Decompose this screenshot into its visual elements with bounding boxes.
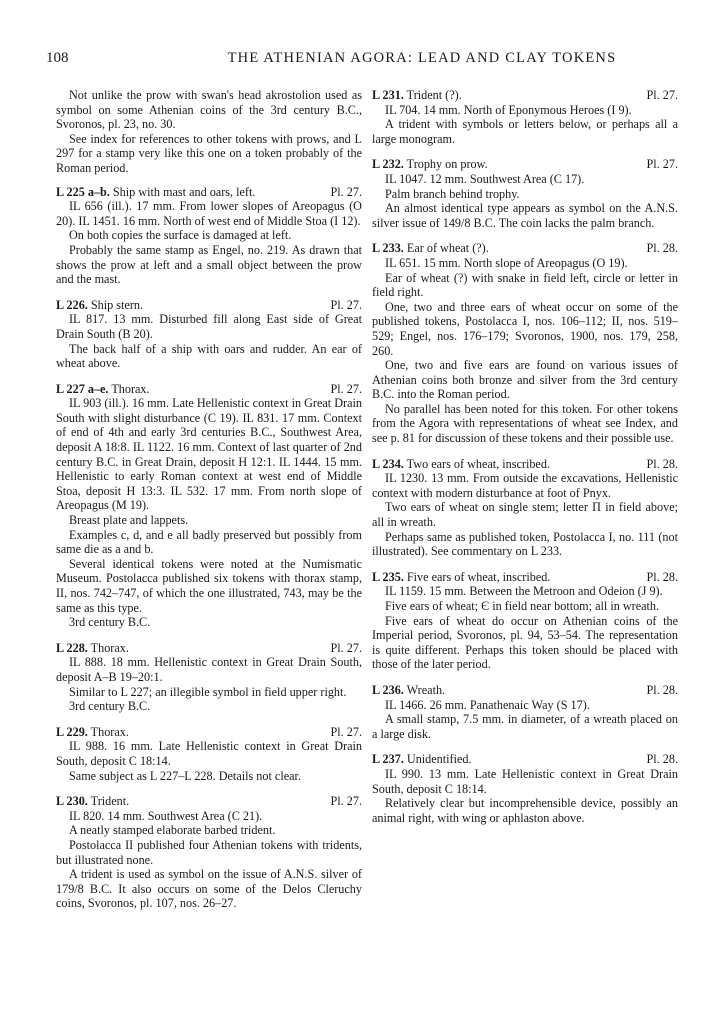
plate-reference: Pl. 28. xyxy=(646,682,678,697)
entry-paragraph: Similar to L 227; an illegible symbol in field upper right. xyxy=(69,684,347,699)
entry-heading xyxy=(56,641,362,656)
entry-title: Thorax. xyxy=(111,381,150,396)
entry-heading-text xyxy=(372,457,550,472)
entry-paragraph: No parallel has been noted for this token. For other tokens from the Agora with representations of wheat see Index, and see p. 81 for discussion of these tokens and their possible use. xyxy=(372,401,678,446)
entry-paragraph: IL 656 (ill.). 17 mm. From lower slopes of Areopagus (O 20). IL 1451. 16 mm. North of west end of Middle Stoa (I 12). xyxy=(56,199,362,228)
entry-paragraph: IL 903 (ill.). 16 mm. Late Hellenistic context in Great Drain South with slight disturbance (C 19). IL 831. 17 mm. Context of end of 4th and early 3rd centuries B.C., Southwest Area, deposit A 18:8. IL 1122. 16 mm. Context of last quarter of 2nd century B.C. in Great Drain, deposit H 12:1. IL 1444. 15 mm. Hellenistic to early Roman context at west end of Middle Stoa, deposit H 13:3. IL 532. 17 mm. From north slope of Areopagus (M 19). xyxy=(56,396,362,513)
entry-body xyxy=(372,767,678,825)
entry-heading-text xyxy=(372,570,550,585)
entry-heading-text xyxy=(372,88,462,103)
entry-paragraph: Five ears of wheat; Є in field near bottom; all in wreath. xyxy=(385,599,660,613)
right-entries xyxy=(372,88,678,825)
entry-label: L 230. xyxy=(56,794,88,809)
entry-paragraph: Probably the same stamp as Engel, no. 219. As drawn that shows the prow at left and a small object between the prow and the mast. xyxy=(56,242,362,287)
entry-paragraph: A small stamp, 7.5 mm. in diameter, of a wreath placed on a large disk. xyxy=(372,712,678,741)
entry-heading-text xyxy=(372,683,445,698)
entry-paragraph: IL 651. 15 mm. North slope of Areopagus (O 19). xyxy=(385,255,628,270)
entry-title: Ship with mast and oars, left. xyxy=(112,184,256,199)
entry-heading xyxy=(372,683,678,698)
entry-body xyxy=(56,199,362,287)
entry-title: Trident. xyxy=(90,794,130,809)
entry-heading-text xyxy=(56,641,129,656)
page-header xyxy=(46,50,686,72)
entry-title: Wreath. xyxy=(406,682,446,697)
entry-label: L 231. xyxy=(372,88,404,102)
entry-heading xyxy=(372,457,678,472)
entry-title: Ear of wheat (?). xyxy=(406,241,489,256)
entry-paragraph: Postolacca II published four Athenian tokens with tridents, but illustrated none. xyxy=(56,837,362,867)
catalog-entry xyxy=(372,752,678,825)
entry-label: L 232. xyxy=(372,157,404,172)
entry-title: Unidentified. xyxy=(406,752,472,767)
entry-body xyxy=(372,471,678,559)
entry-body xyxy=(372,172,678,230)
entry-paragraph: Ear of wheat (?) with snake in field left, circle or letter in field right. xyxy=(372,270,678,300)
plate-reference: Pl. 27. xyxy=(646,88,678,102)
entry-heading-text xyxy=(56,794,129,809)
entry-paragraph: IL 988. 16 mm. Late Hellenistic context in Great Drain South, deposit C 18:14. xyxy=(56,739,362,768)
entry-heading xyxy=(56,185,362,200)
entry-paragraph: IL 1159. 15 mm. Between the Metroon and Odeion (J 9). xyxy=(385,584,663,599)
entry-title: Thorax. xyxy=(90,724,129,739)
entry-paragraph: Palm branch behind trophy. xyxy=(385,186,520,201)
entry-body xyxy=(56,809,362,911)
entry-body xyxy=(56,739,362,783)
entry-paragraph: Perhaps same as published token, Postolacca I, no. 111 (not illustrated). See commentary on L 233. xyxy=(372,529,678,559)
catalog-entry xyxy=(56,641,362,714)
catalog-entry xyxy=(372,570,678,672)
entry-label: L 235. xyxy=(372,569,404,584)
entry-paragraph: IL 1230. 13 mm. From outside the excavations, Hellenistic context with modern disturbance at foot of Pnyx. xyxy=(372,471,678,500)
entry-heading-text xyxy=(56,382,150,397)
entry-label: L 233. xyxy=(372,241,404,256)
entry-title: Five ears of wheat, inscribed. xyxy=(406,569,551,584)
catalog-entry xyxy=(372,157,678,230)
entry-body xyxy=(372,256,678,446)
entry-heading xyxy=(56,298,362,313)
entry-paragraph: Same subject as L 227–L 228. Details not clear. xyxy=(69,768,301,783)
entry-paragraph: IL 820. 14 mm. Southwest Area (C 21). xyxy=(69,808,263,823)
entry-heading-text xyxy=(372,157,488,172)
entry-paragraph: Several identical tokens were noted at the Numismatic Museum. Postolacca published six tokens with thorax stamp, II, nos. 742–747, of which the one illustrated, 743, may be the same as this type. xyxy=(56,556,362,615)
entry-label: L 229. xyxy=(56,724,88,739)
entry-label: L 237. xyxy=(372,752,404,767)
plate-reference: Pl. 27. xyxy=(330,640,362,655)
plate-reference: Pl. 27. xyxy=(330,184,362,199)
entry-heading-text xyxy=(372,241,489,256)
entry-paragraph: A trident with symbols or letters below, or perhaps all a large monogram. xyxy=(372,117,678,146)
intro-paragraph: See index for references to other tokens with prows, and L 297 for a stamp very like this one on a token probably of the Roman period. xyxy=(56,131,362,175)
entry-paragraph: IL 990. 13 mm. Late Hellenistic context in Great Drain South, deposit C 18:14. xyxy=(372,766,678,796)
entry-paragraph: 3rd century B.C. xyxy=(69,699,151,714)
entry-label: L 225 a–b. xyxy=(56,184,110,199)
entry-label: L 236. xyxy=(372,682,404,697)
entry-paragraph: On both copies the surface is damaged at left. xyxy=(69,228,292,243)
entry-paragraph: An almost identical type appears as symbol on the A.N.S. silver issue of 149/8 B.C. The coin lacks the palm branch. xyxy=(372,201,678,230)
entry-heading xyxy=(372,570,678,585)
entry-paragraph: One, two and three ears of wheat occur on some of the published tokens, Postolacca I, nos. 106–112; II, nos. 519–529; Engel, nos. 176–179; Svoronos, 1900, nos. 179, 258, 260. xyxy=(372,299,678,358)
entry-heading xyxy=(372,157,678,172)
entry-label: L 228. xyxy=(56,640,88,655)
entry-paragraph: Two ears of wheat on single stem; letter Π in field above; all in wreath. xyxy=(372,500,678,530)
entry-heading-text xyxy=(56,185,255,200)
entry-title: Trident (?). xyxy=(406,88,462,102)
entry-paragraph: IL 704. 14 mm. North of Eponymous Heroes (I 9). xyxy=(385,102,632,117)
entry-heading-text xyxy=(56,298,143,313)
entry-heading xyxy=(372,88,678,103)
plate-reference: Pl. 27. xyxy=(646,157,678,172)
plate-reference: Pl. 27. xyxy=(330,794,362,809)
left-column xyxy=(56,88,362,911)
catalog-entry xyxy=(56,794,362,911)
entry-title: Thorax. xyxy=(90,640,129,655)
entry-paragraph: Five ears of wheat do occur on Athenian coins of the Imperial period, Svoronos, pl. 94, 53–54. The representation is quite different. Perhaps this token should be placed with those of the later period. xyxy=(372,613,678,672)
entry-title: Ship stern. xyxy=(90,297,144,312)
plate-reference: Pl. 28. xyxy=(646,569,678,584)
running-title: THE ATHENIAN AGORA: LEAD AND CLAY TOKENS xyxy=(227,50,617,66)
catalog-entry xyxy=(56,185,362,287)
intro-paragraph: Not unlike the prow with swan's head akrostolion used as symbol on some Athenian coins of the 3rd century B.C., Svoronos, pl. 23, no. 30. xyxy=(56,88,362,132)
entry-paragraph: Breast plate and lappets. xyxy=(69,513,189,528)
entry-body xyxy=(372,584,678,672)
entry-body xyxy=(372,103,678,147)
entry-paragraph: 3rd century B.C. xyxy=(69,615,151,630)
entry-label: L 234. xyxy=(372,456,404,471)
entry-body xyxy=(56,655,362,713)
catalog-entry xyxy=(372,241,678,445)
catalog-entry xyxy=(56,725,362,783)
entry-paragraph: IL 888. 18 mm. Hellenistic context in Great Drain South, deposit A–B 19–20:1. xyxy=(56,655,362,684)
entry-label: L 226. xyxy=(56,297,88,312)
entry-body xyxy=(56,312,362,370)
catalog-entry xyxy=(372,683,678,741)
entry-paragraph: Examples c, d, and e all badly preserved but possibly from same die as a and b. xyxy=(56,527,362,557)
intro-text xyxy=(56,88,362,176)
entry-title: Two ears of wheat, inscribed. xyxy=(406,456,550,471)
entry-paragraph: The back half of a ship with oars and rudder. An ear of wheat above. xyxy=(56,341,362,371)
right-column xyxy=(372,88,678,825)
catalog-entry xyxy=(372,88,678,146)
plate-reference: Pl. 28. xyxy=(646,752,678,767)
plate-reference: Pl. 27. xyxy=(330,724,362,739)
catalog-entry xyxy=(56,382,362,630)
entry-heading-text xyxy=(56,725,129,740)
plate-reference: Pl. 28. xyxy=(646,241,678,256)
entry-paragraph: IL 1047. 12 mm. Southwest Area (C 17). xyxy=(385,171,585,186)
entry-label: L 227 a–e. xyxy=(56,381,109,396)
catalog-entry xyxy=(56,298,362,371)
plate-reference: Pl. 27. xyxy=(330,381,362,396)
plate-reference: Pl. 27. xyxy=(330,297,362,312)
page-number: 108 xyxy=(46,50,69,66)
left-entries xyxy=(56,185,362,911)
entry-heading xyxy=(56,725,362,740)
entry-heading xyxy=(56,382,362,397)
entry-paragraph: A neatly stamped elaborate barbed trident. xyxy=(69,823,276,838)
entry-paragraph: One, two and five ears are found on various issues of Athenian coins both bronze and silver from the 3rd century B.C. into the Roman period. xyxy=(372,358,678,402)
entry-paragraph: IL 817. 13 mm. Disturbed fill along East side of Great Drain South (B 20). xyxy=(56,312,362,341)
entry-title: Trophy on prow. xyxy=(406,157,488,172)
entry-paragraph: IL 1466. 26 mm. Panathenaic Way (S 17). xyxy=(385,697,590,712)
entry-heading-text xyxy=(372,752,472,767)
catalog-entry xyxy=(372,457,678,559)
entry-heading xyxy=(372,752,678,767)
plate-reference: Pl. 28. xyxy=(646,456,678,471)
entry-paragraph: A trident is used as symbol on the issue of A.N.S. silver of 179/8 B.C. It also occurs on some of the Delos Cleruchy coins, Svoronos, pl. 107, nos. 26–27. xyxy=(56,867,362,911)
entry-paragraph: Relatively clear but incomprehensible device, possibly an animal right, with wing or aphlaston above. xyxy=(372,796,678,825)
entry-heading xyxy=(372,241,678,256)
entry-body xyxy=(56,396,362,630)
entry-body xyxy=(372,698,678,742)
entry-heading xyxy=(56,794,362,809)
